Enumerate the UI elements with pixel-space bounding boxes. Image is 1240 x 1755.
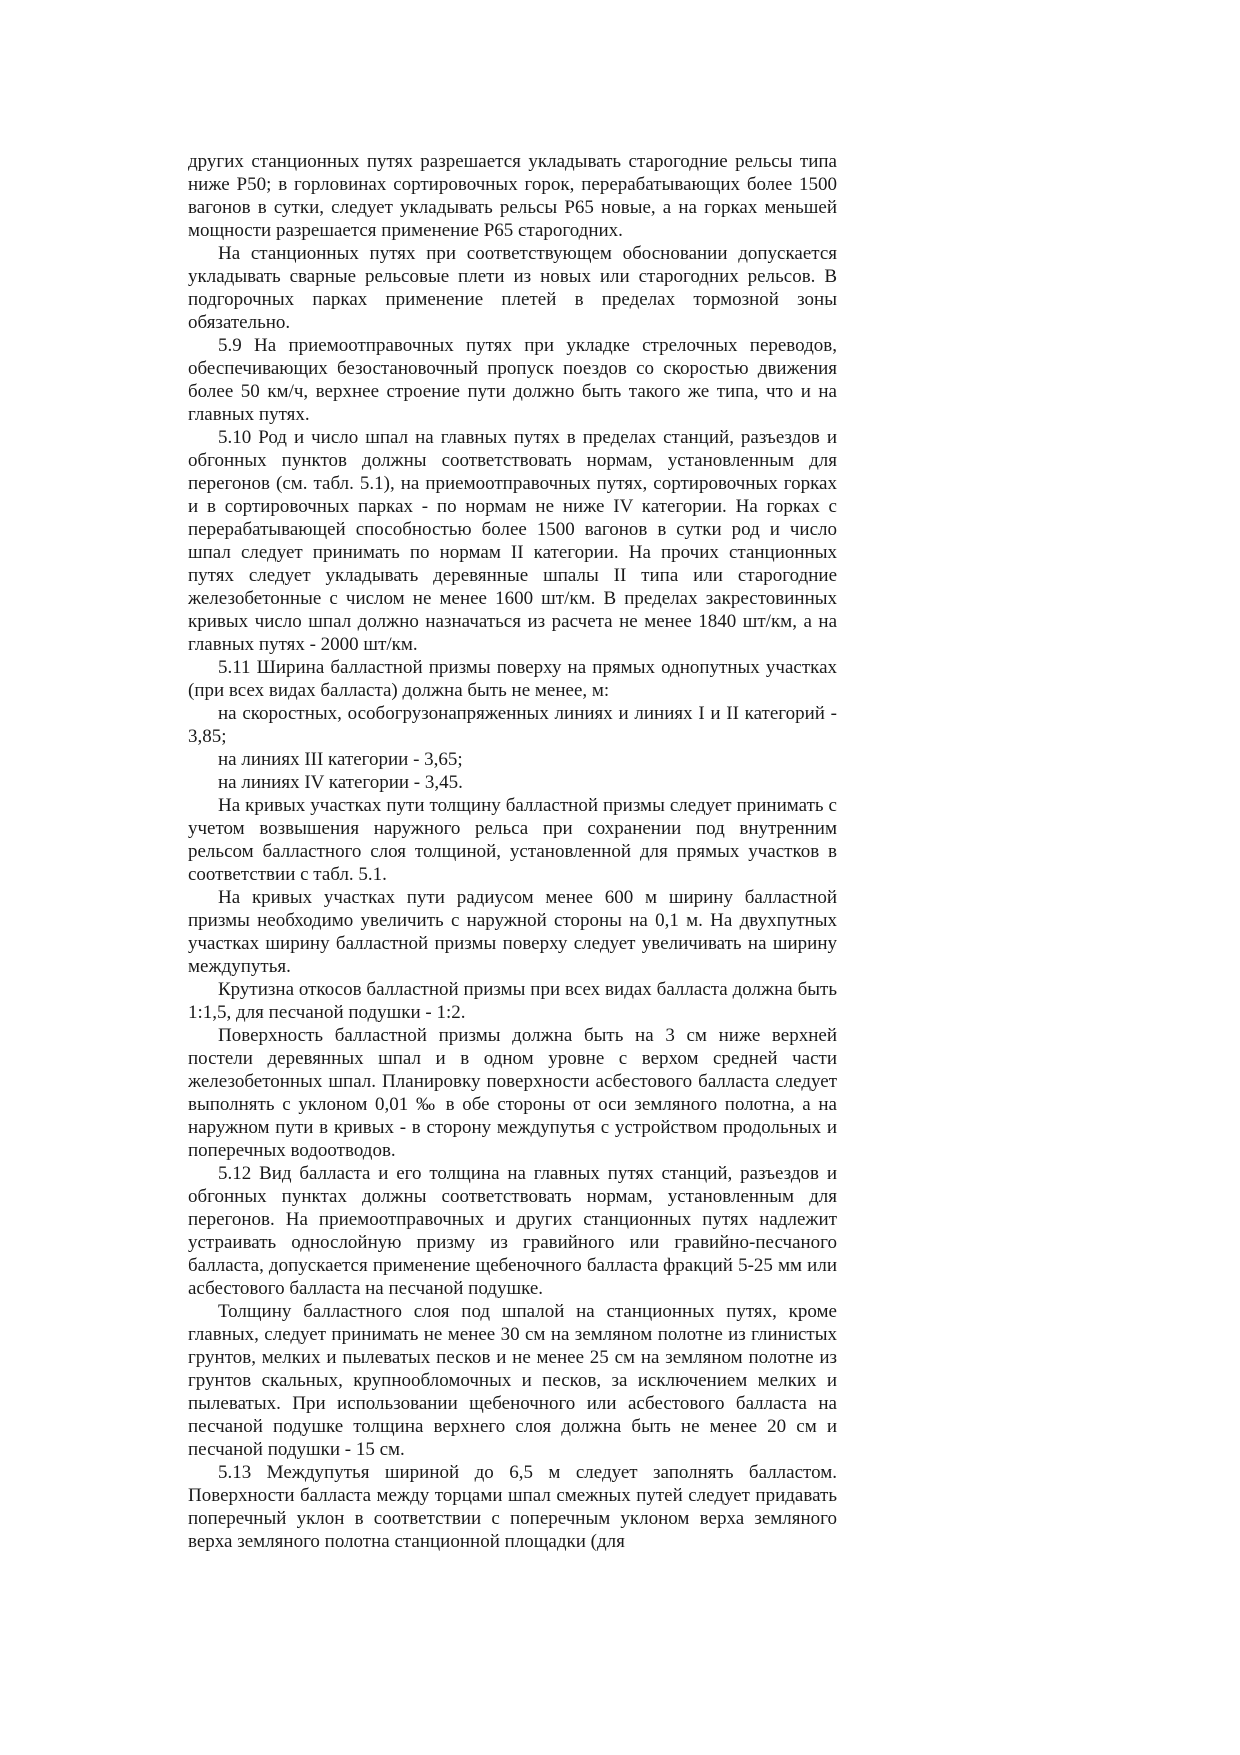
list-item-category-iv: на линиях IV категории - 3,45.: [218, 772, 463, 793]
paragraph-curves-thickness: На кривых участках пути толщину балластной призмы следует принимать с учетом возвышения наружного рельса при сохранении под внутренним рельсом балластного слоя толщиной, установленной для прямых участков в соответствии с табл. 5.1.: [188, 795, 837, 885]
paragraph-5-12: 5.12 Вид балласта и его толщина на главных путях станций, разъездов и обгонных пунктах должны соответствовать нормам, установленным для перегонов. На приемоотправочных и других станционных путях надлежит устраивать однослойную призму из гравийного или гравийно-песчаного балласта, допускается применение щебеночного балласта фракций 5-25 мм или асбестового балласта на песчаной подушке.: [188, 1163, 837, 1299]
paragraph-ballast-surface: Поверхность балластной призмы должна быть на 3 см ниже верхней постели деревянных шпал и в одном уровне с верхом средней части железобетонных шпал. Планировку поверхности асбестового балласта следует выполнять с уклоном 0,01 ‰ в обе стороны от оси земляного полотна, а на наружном пути в кривых - в сторону междупутья с устройством продольных и поперечных водоотводов.: [188, 1025, 837, 1161]
paragraph-continuation: других станционных путях разрешается укладывать старогодние рельсы типа ниже Р50; в горловинах сортировочных горок, перерабатывающих более 1500 вагонов в сутки, следует укладывать рельсы Р65 новые, а на горках меньшей мощности разрешается применение Р65 старогодних.: [188, 151, 837, 241]
paragraph-welded-rails: На станционных путях при соответствующем обосновании допускается укладывать сварные рельсовые плети из новых или старогодних рельсов. В подгорочных парках применение плетей в пределах тормозной зоны обязательно.: [188, 243, 837, 333]
paragraph-5-11: 5.11 Ширина балластной призмы поверху на прямых однопутных участках (при всех видах балласта) должна быть не менее, м:: [188, 657, 837, 701]
list-item-category-iii: на линиях III категории - 3,65;: [218, 749, 463, 770]
list-item-high-speed-lines: на скоростных, особогрузонапряженных линиях и линиях I и II категорий - 3,85;: [188, 703, 837, 747]
paragraph-ballast-thickness: Толщину балластного слоя под шпалой на станционных путях, кроме главных, следует принимать не менее 30 см на земляном полотне из глинистых грунтов, мелких и пылеватых песков и не менее 25 см на земляном полотне из грунтов скальных, крупнообломочных и песков, за исключением мелких и пылеватых. При использовании щебеночного или асбестового балласта на песчаной подушке толщина верхнего слоя должна быть не менее 20 см и песчаной подушки - 15 см.: [188, 1301, 837, 1460]
document-page: [188, 150, 837, 1553]
paragraph-curves-width: На кривых участках пути радиусом менее 600 м ширину балластной призмы необходимо увеличить с наружной стороны на 0,1 м. На двухпутных участках ширину балластной призмы поверху следует увеличивать на ширину междупутья.: [188, 887, 837, 977]
paragraph-5-9: 5.9 На приемоотправочных путях при укладке стрелочных переводов, обеспечивающих безостановочный пропуск поездов со скоростью движения более 50 км/ч, верхнее строение пути должно быть такого же типа, что и на главных путях.: [188, 335, 837, 425]
paragraph-5-13: 5.13 Междупутья шириной до 6,5 м следует заполнять балластом. Поверхности балласта между торцами шпал смежных путей следует придавать поперечный уклон в соответствии с поперечным уклоном верха земляного верха земляного полотна станционной площадки (для: [188, 1462, 837, 1552]
paragraph-5-10: 5.10 Род и число шпал на главных путях в пределах станций, разъездов и обгонных пунктов должны соответствовать нормам, установленным для перегонов (см. табл. 5.1), на приемоотправочных путях, сортировочных горках и в сортировочных парках - по нормам не ниже IV категории. На горках с перерабатывающей способностью более 1500 вагонов в сутки род и число шпал следует принимать по нормам II категории. На прочих станционных путях следует укладывать деревянные шпалы II типа или старогодние железобетонные с числом не менее 1600 шт/км. В пределах закрестовинных кривых число шпал должно назначаться из расчета не менее 1840 шт/км, а на главных путях - 2000 шт/км.: [188, 427, 837, 655]
paragraph-slopes: Крутизна откосов балластной призмы при всех видах балласта должна быть 1:1,5, для песчаной подушки - 1:2.: [188, 979, 837, 1023]
